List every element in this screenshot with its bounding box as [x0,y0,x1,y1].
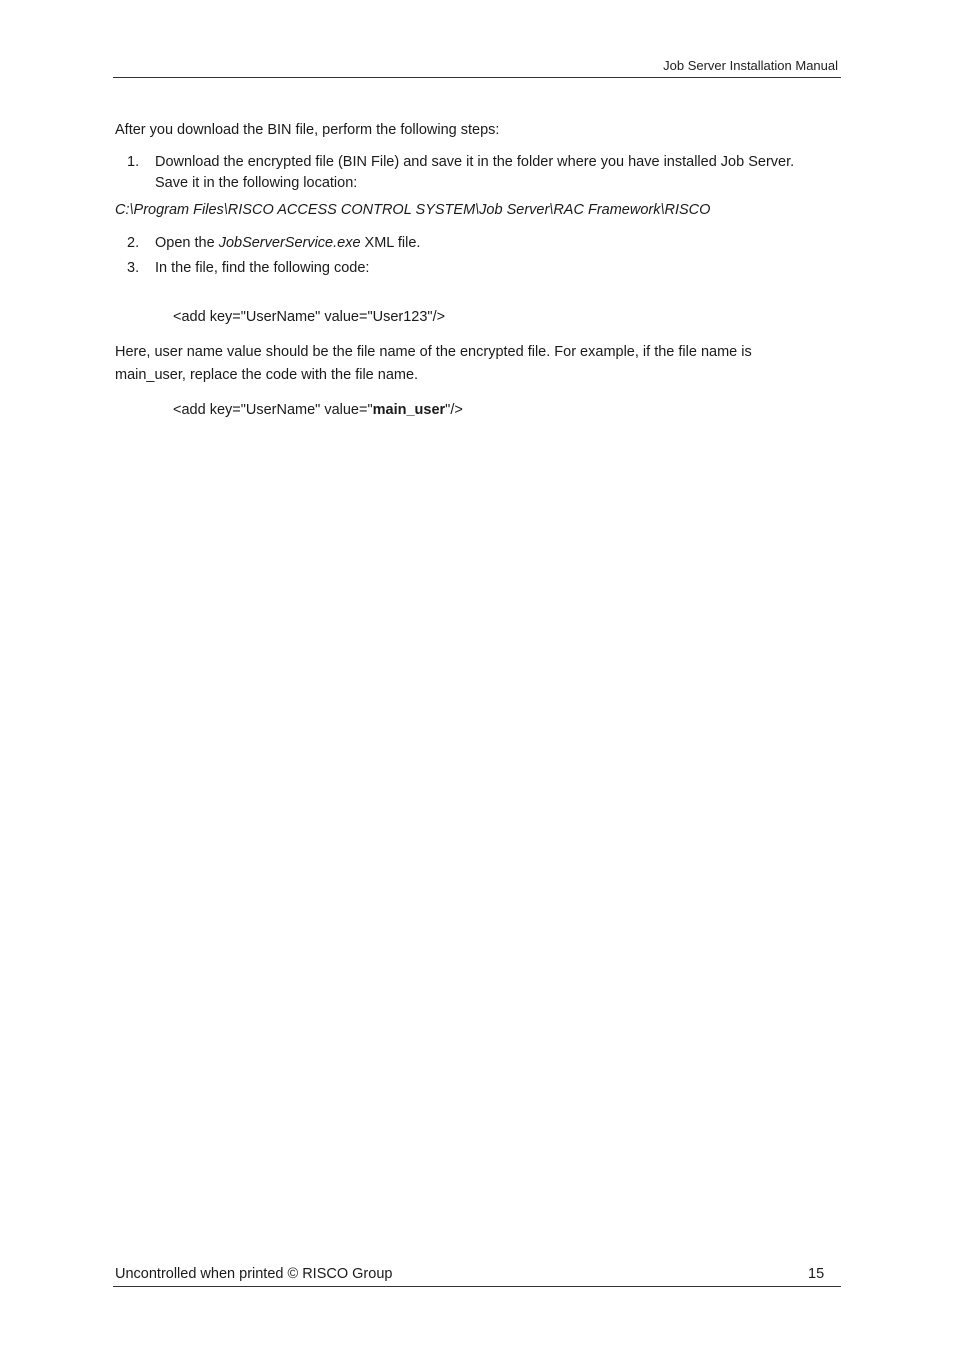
step-text-prefix: Open the [155,235,219,251]
step-number: 3. [127,260,140,276]
step-number: 1. [127,154,140,170]
step-1 [127,152,827,194]
footer-divider [113,1286,841,1287]
code-original: <add key="UserName" value="User123"/> [173,309,446,325]
intro-text: After you download the BIN file, perform the following steps: [115,122,500,138]
header-divider [113,77,841,78]
step-text: In the file, find the following code: [155,260,370,276]
install-path: C:\Program Files\RISCO ACCESS CONTROL SYSTEM\Job Server\RAC Framework\RISCO [115,202,711,218]
file-name: JobServerService.exe [218,235,361,251]
code-suffix: "/> [445,402,463,418]
explanation-line: Here, user name value should be the file name of the encrypted file. For example, if the file name is [115,344,752,360]
step-text-line: Download the encrypted file (BIN File) and save it in the folder where you have installed Job Server. [155,154,795,170]
step-number: 2. [127,235,140,251]
step-text-suffix: XML file. [360,235,421,251]
step-text [155,152,835,194]
explanation-line: main_user, replace the code with the file name. [115,367,419,383]
step-2 [127,233,827,254]
footer-text: Uncontrolled when printed © RISCO Group [115,1266,393,1282]
page-number: 15 [808,1266,825,1282]
explanation-text [115,342,835,386]
header-title: Job Server Installation Manual [663,58,838,73]
step-text [155,233,835,254]
step-text-line: Save it in the following location: [155,175,358,191]
code-value: main_user [372,402,446,418]
code-replaced [173,400,463,421]
step-3 [127,258,827,279]
code-prefix: <add key="UserName" value=" [173,402,373,418]
